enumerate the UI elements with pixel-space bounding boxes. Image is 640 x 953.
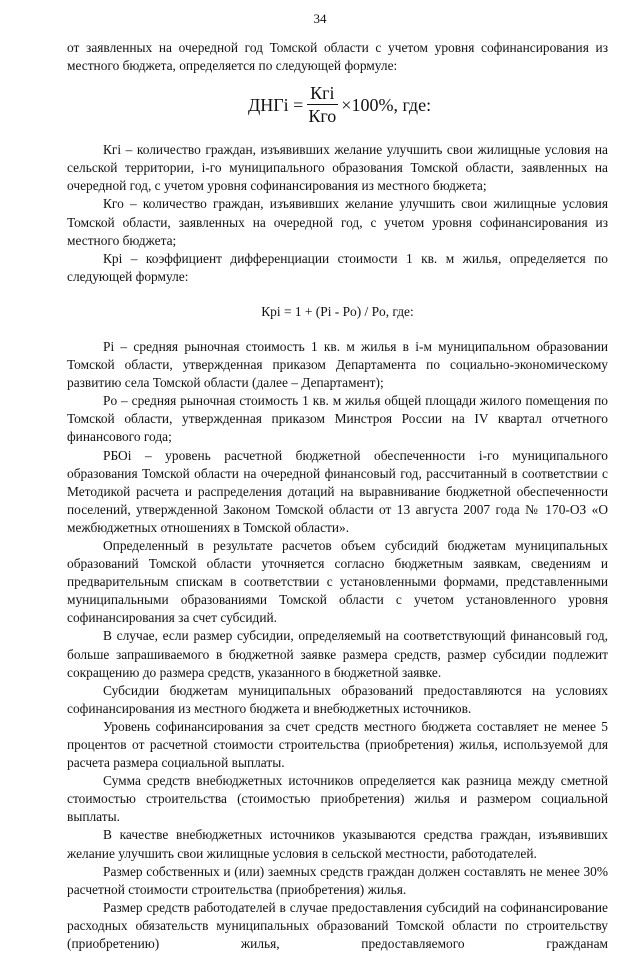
definition-kgo: Кго – количество граждан, изъявивших желание улучшить свои жилищные условия Томской области, заявленных на очередной год, с учетом уровня софинансирования из местного бюджета; [67,196,608,248]
formula-lhs: ДНГi = [248,94,304,115]
intro-paragraph: от заявленных на очередной год Томской области с учетом уровня софинансирования из местного бюджета, определяется по следующей формуле: [67,40,608,74]
formula-kpi: Кpi = 1 + (Pi - Po) / Po, где: [261,303,414,319]
paragraph-extrabudgetary-sources: В качестве внебюджетных источников указываются средства граждан, изъявивших желание улучшить свои жилищные условия в сельской местности, работодателей. [67,827,608,861]
definition-po: Po – средняя рыночная стоимость 1 кв. м жилья общей площади жилого помещения по Томской области, утвержденная приказом Минстроя России на IV квартал отчетного финансового года; [67,393,608,445]
paragraph-determined-volume: Определенный в результате расчетов объем субсидий бюджетам муниципальных образований Томской области уточняется согласно бюджетным заявкам, сведениям и предварительным спискам в соответствии с установленными формами, представленными муниципальными образованиями Томской области с учетом установленного уровня софинансирования за счет субсидий. [67,537,608,626]
paragraph-employer-funds: Размер средств работодателей в случае предоставления субсидий на софинансирование расходных обязательств муниципальных образований Томской области по строительству (приобретению) жилья, предоставляемого гражданам [67,899,608,952]
definition-pi: Pi – средняя рыночная стоимость 1 кв. м жилья в i-м муниципальном образовании Томской области, утвержденная приказом Департамента по социально-экономическому развитию села Томской области (далее – Департамент); [67,338,608,391]
definition-kpi: Кpi – коэффициент дифференциации стоимости 1 кв. м жилья, определяется по следующей формуле: [67,250,608,284]
paragraph-cofinancing-level: Уровень софинансирования за счет средств местного бюджета составляет не менее 5 процентов от расчетной стоимости строительства (приобретения) жилья, используемой для расчета размера социальной выплаты. [67,718,608,771]
definition-rboi: РБОi – уровень расчетной бюджетной обеспеченности i-го муниципального образования Томской области на очередной финансовый год, рассчитанный в соответствии с Методикой расчета и распределения дотаций на выравнивание бюджетной обеспеченности поселений, утвержденной Законом Томской области от 13 августа 2007 года № 170-ОЗ «О межбюджетных отношениях в Томской области». [67,447,608,535]
formula-fraction [305,83,339,126]
paragraph-own-funds: Размер собственных и (или) заемных средств граждан должен составлять не менее 30% расчетной стоимости строительства (приобретения) жилья. [67,863,608,897]
formula-denominator: Кго [308,106,337,127]
paragraph-subsidy-reduction: В случае, если размер субсидии, определяемый на соответствующий финансовый год, больше запрашиваемого в бюджетной заявке размера средств, размер субсидии подлежит сокращению до размера средств, указанного в бюджетной заявке. [67,628,608,680]
definition-kgi: Кгi – количество граждан, изъявивших желание улучшить свои жилищные условия на сельской территории, i-го муниципального образования Томской области, заявленных на очередной год, с учетом уровня софинансирования из местного бюджета; [67,142,608,194]
paragraph-cofinancing-conditions: Субсидии бюджетам муниципальных образований предоставляются на условиях софинансирования из местного бюджета и внебюджетных источников. [67,682,608,716]
page-content [67,39,608,953]
paragraph-extrabudgetary-sum: Сумма средств внебюджетных источников определяется как разница между сметной стоимостью строительства (стоимостью приобретения) жилья и размером социальной выплаты. [67,773,608,825]
page-number: 34 [313,11,327,26]
formula-numerator: Кгi [307,83,337,105]
formula-dngi [67,75,608,141]
formula-rhs: ×100%, где: [341,94,432,115]
